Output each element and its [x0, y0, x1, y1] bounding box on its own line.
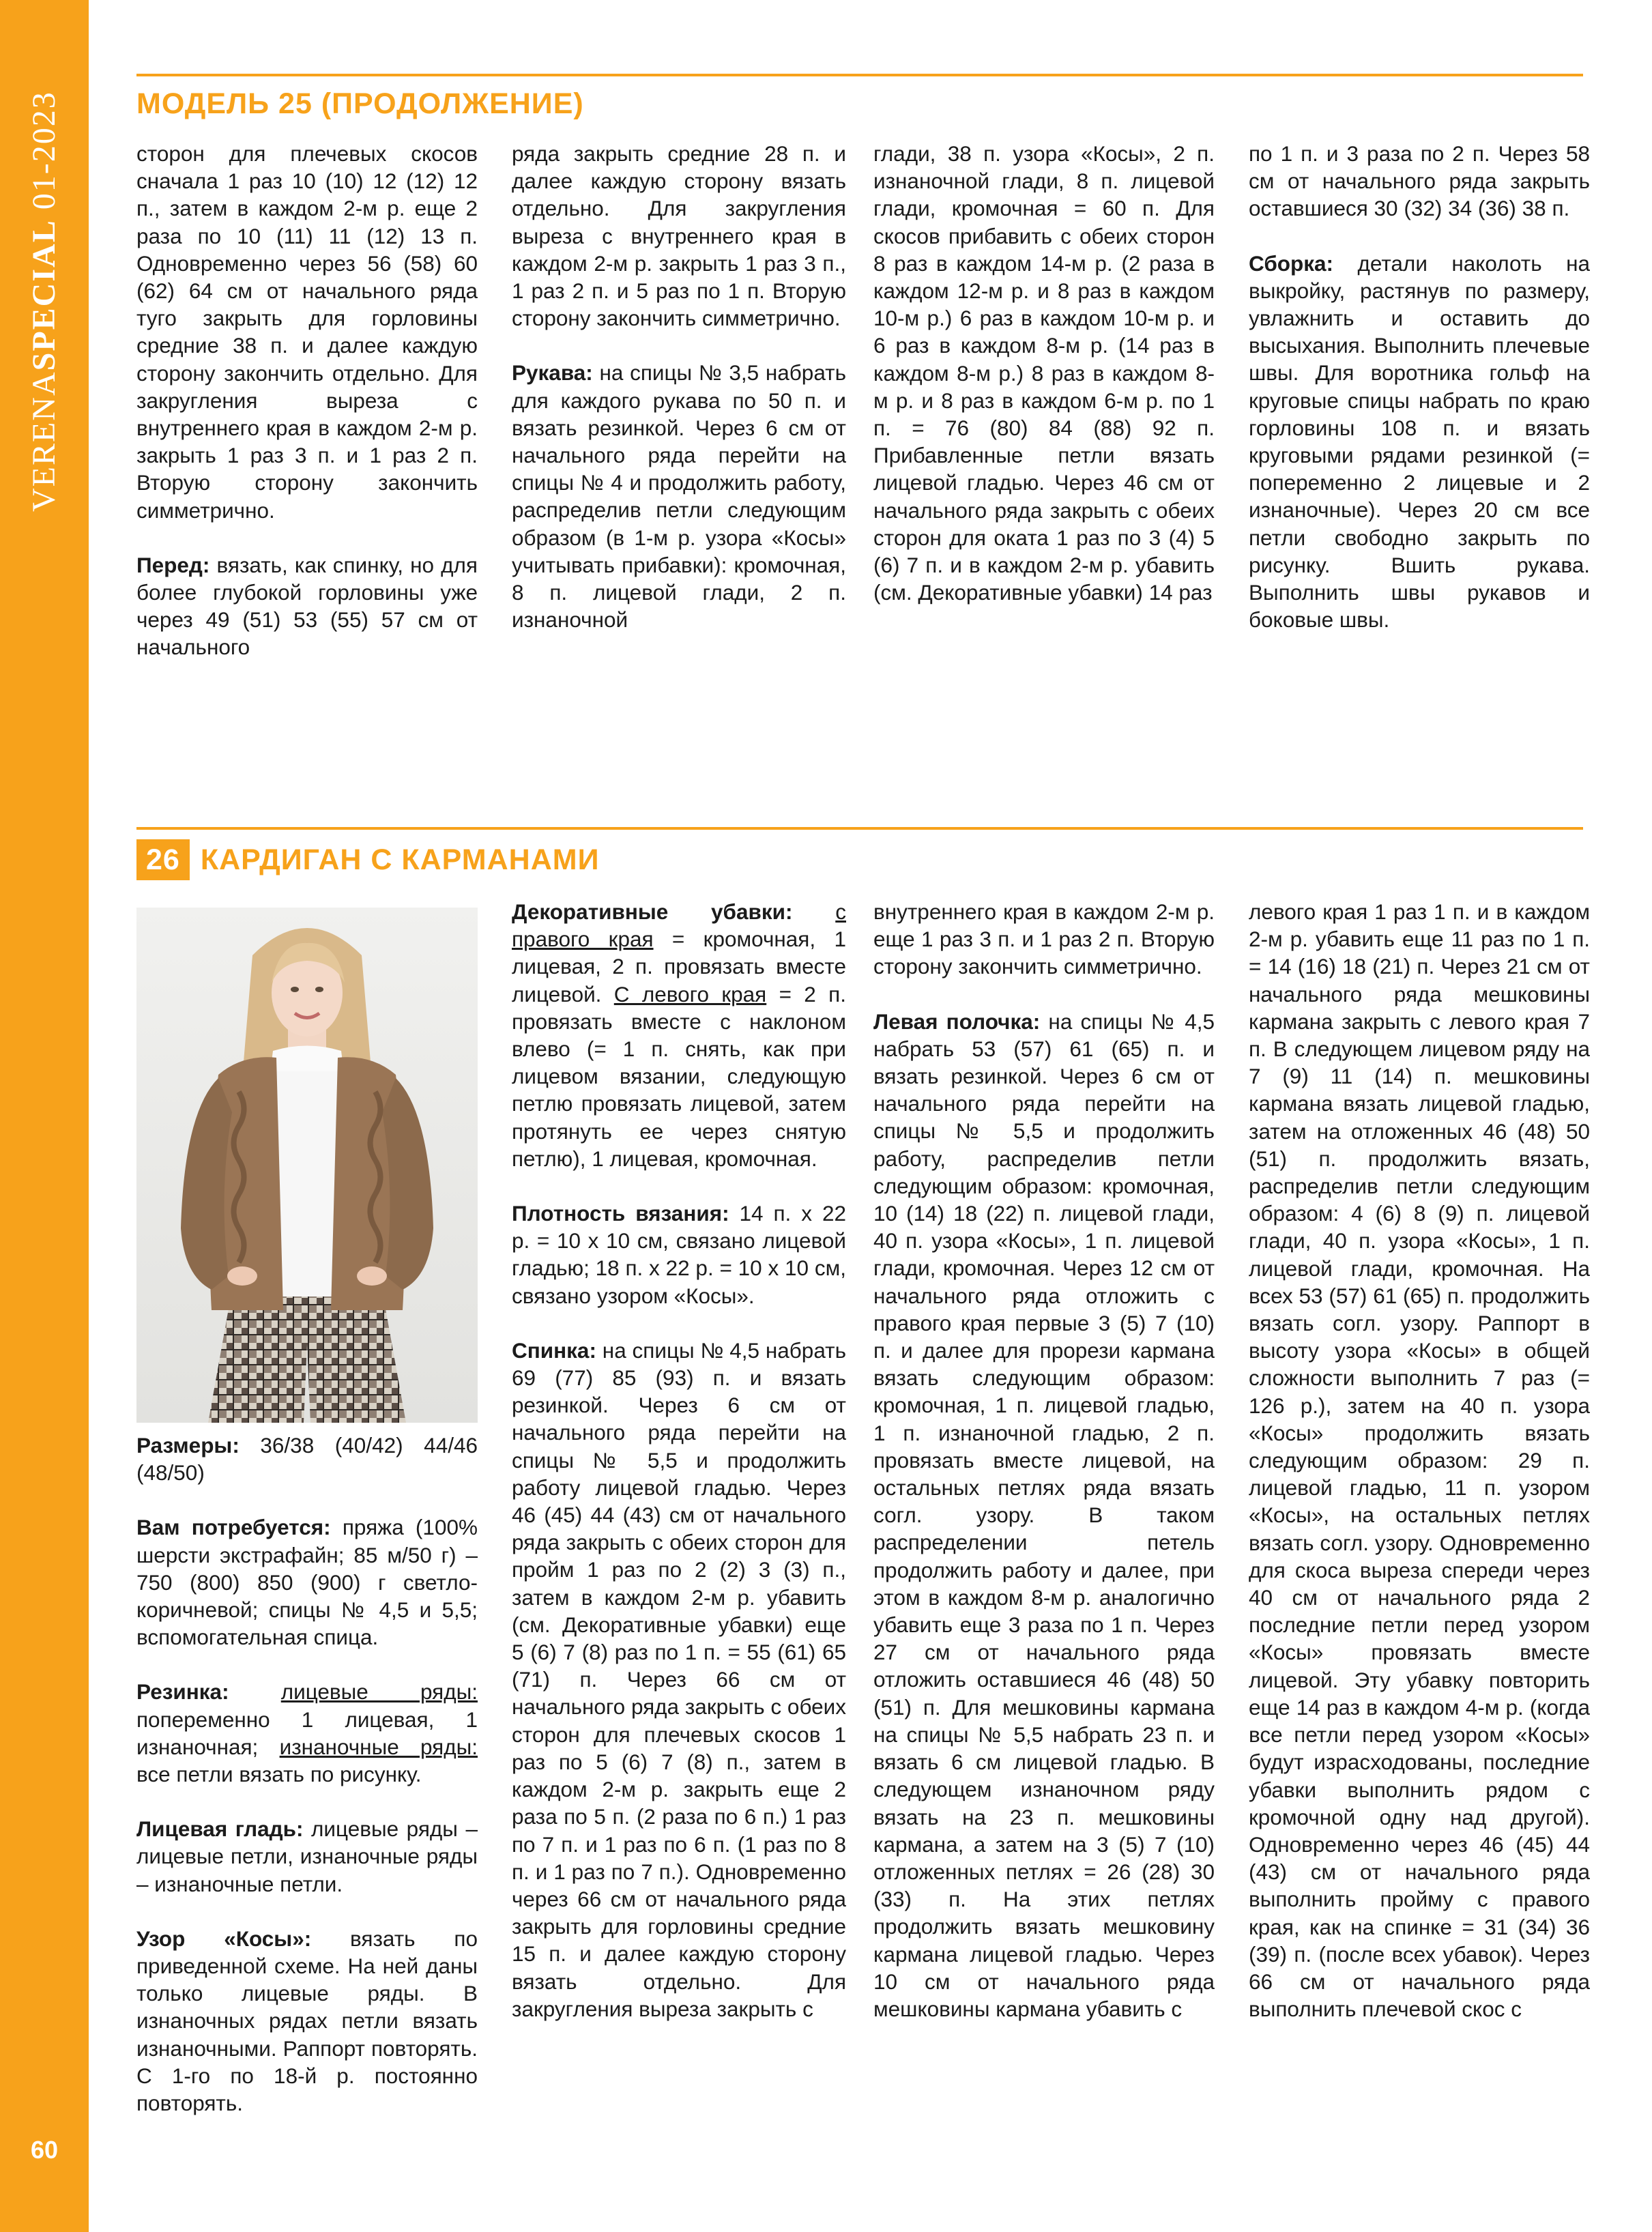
brand-special: SPECIAL [26, 219, 62, 371]
page-number: 60 [30, 2136, 59, 2164]
model25-sleeves-continued: глади, 38 п. узора «Косы», 2 п. изнаночной глади, 8 п. лицевой глади, кромочная = 60 п. Для скосов прибавить с обеих сторон 8 раз в каждом 14-м р. (2 раза в каждом 12-м р. и 8 раз в каждом 10-м р.) 6 раз в каждом 10-м р. и 6 раз в каждом 8-м р. (14 раз в каждом 8-м р.) 8 раз в каждом 8-м р. и 8 раз в каждом 6-м р. по 1 п. = 76 (80) 84 (88) 92 п. Прибавленные петли вязать лицевой гладью. Через 46 см от начального ряда закрыть с обеих сторон для оката 1 раз по 3 (4) 5 (6) 7 п. и в каждом 2-м р. убавить (см. Декоративные убавки) 14 раз [873, 141, 1215, 605]
stockinette-paragraph [136, 1815, 478, 1898]
sizes-label: Размеры: [136, 1433, 240, 1458]
model25-column-1 [136, 140, 478, 661]
back-text: на спицы № 4,5 набрать 69 (77) 85 (93) п. и вязать резинкой. Через 6 см от начального ряда перейти на спицы № 5,5 и продолжить работу лицевой гладью. Через 46 (45) 44 (43) см от начального ряда закрыть с обеих сторон для пройм 1 раз по 2 (2) 3 (3) п., затем в каждом 2-м р. убавить (см. Декоративные убавки) еще 5 (6) 7 (8) раз по 1 п. = 55 (61) 65 (71) п. Через 66 см от начального ряда закрыть с обеих сторон для плечевых скосов 1 раз по 5 (6) 7 (8) п., затем в каждом 2-м р. закрыть еще 2 раза по 5 п. (2 раза по 6 п.) 1 раз по 7 п. и 1 раз по 6 п. (1 раз по 8 п. и 1 раз по 7 п.). Одновременно через 66 см от начального ряда закрыть для горловины средние 15 п. и далее каждую сторону вязать отдельно. Для закругления выреза закрыть с [512, 1337, 846, 2021]
gauge-label: Плотность вязания: [512, 1201, 729, 1226]
sizes-text: 36/38 (40/42) 44/46 (48/50) [136, 1433, 478, 1485]
back-label: Спинка: [512, 1337, 596, 1363]
left-front-paragraph [873, 1008, 1215, 2023]
model26-column-2 [512, 898, 846, 2023]
materials-label: Вам потребуется: [136, 1515, 331, 1540]
rib-text-1: попеременно 1 лицевая, 1 изнаночная; [136, 1707, 478, 1759]
model25-sleeve-finish: по 1 п. и 3 раза по 2 п. Через 58 см от начального ряда закрыть оставшиеся 30 (32) 34 (36) 38 п. [1249, 141, 1590, 221]
rib-wrong-rows: изнаночные ряды: [279, 1734, 478, 1759]
model25-sleeves-paragraph [512, 359, 846, 633]
sleeves-text: на спицы № 3,5 набрать для каждого рукава по 50 п. и вязать резинкой. Через 6 см от начального ряда перейти на спицы № 4 и продолжить работу, распределив петли следующим образом (в 1-м р. узора «Косы» учитывать прибавки): кромочная, 8 п. лицевой глади, 2 п. изнаночной [512, 360, 846, 633]
model25-title: МОДЕЛЬ 25 (ПРОДОЛЖЕНИЕ) [136, 87, 584, 120]
brand-name: VERENA [26, 371, 62, 512]
cable-label: Узор «Косы»: [136, 1926, 312, 1951]
model25-back-text: сторон для плечевых скосов сначала 1 раз 10 (10) 12 (12) 12 п., затем в каждом 2-м р. еще 2 раза по 10 (11) 11 (12) 13 п. Одновременно через 56 (58) 60 (62) 64 см от начального ряда туго закрыть для горловины средние 38 п. и далее каждую сторону закончить отдельно. Для закругления выреза с внутреннего края в каждом 2-м р. закрыть 1 раз 3 п. и 1 раз 2 п. Вторую сторону закончить симметрично. [136, 141, 478, 523]
rib-paragraph [136, 1678, 478, 1788]
stockinette-text: лицевые ряды – лицевые петли, изнаночные ряды – изнаночные петли. [136, 1816, 478, 1896]
decreases-label: Декоративные убавки: [512, 899, 793, 924]
decreases-right-edge: с правого края [512, 899, 846, 952]
left-front-label: Левая полочка: [873, 1009, 1041, 1034]
left-front-text: на спицы № 4,5 набрать 53 (57) 61 (65) п. и вязать резинкой. Через 6 см от начального ряда перейти на спицы № 5,5 и продолжить работу, распределив петли следующим образом: кромочная, 10 (14) 18 (22) п. лицевой глади, 40 п. узора «Косы», 1 п. лицевой глади, кромочная. Через 12 см от начального ряда отложить с правого края первые 3 (5) 7 (10) п. и далее для прорези кармана вязать следующим образом: кромочная, 1 п. лицевой гладью, 1 п. изнаночной гладью, 2 п. провязать вместе лицевой, на остальных петлях ряда вязать согл. узору. В таком распределении петель продолжить работу и далее, при этом в каждом 8-м р. аналогично убавить еще 3 раза по 1 п. Через 27 см от начального ряда отложить оставшиеся 46 (48) 50 (51) п. Для мешковины кармана на спицы № 5,5 набрать 23 п. и вязать 6 см лицевой гладью. В следующем изнаночном ряду вязать на 23 п. мешковины кармана, а затем на 3 (5) 7 (10) отложенных петлях = 26 (28) 30 (33) п. На этих петлях продолжить вязать мешковину кармана лицевой гладью. Через 10 см от начального ряда мешковины кармана убавить с [873, 1009, 1215, 2021]
stockinette-label: Лицевая гладь: [136, 1816, 304, 1842]
model26-heading [136, 839, 600, 880]
left-front-continued: левого края 1 раз 1 п. и в каждом 2-м р. убавить еще 11 раз по 1 п. = 14 (16) 18 (21) п. Через 21 см от начального ряда мешковины кармана закрыть с левого края 7 п. В следующем лицевом ряду на 7 (9) 11 (14) п. мешковины кармана вязать лицевой гладью, затем на отложенных 46 (48) 50 (51) п. продолжить вязать, распределив петли следующим образом: 4 (6) 8 (9) п. лицевой глади, 40 п. узора «Косы», 1 п. лицевой глади, кромочная. На всех 53 (57) 61 (65) п. продолжить вязать согл. узору. Раппорт в высоту узора «Косы» в общей сложности выполнить 7 раз (= 126 р.), затем на 40 п. узора «Косы» продолжить вязать следующим образом: 29 п. лицевой гладью, 11 п. узором «Косы», на остальных петлях вязать согл. узору. Одновременно для скоса выреза спереди через 40 см от начального ряда 2 последние петли перед узором «Косы» провязать вместе лицевой. Эту убавку повторить еще 14 раз в каждом 4-м р. (когда все петли перед узором «Косы» будут израсходованы, последние убавки выполнить рядом с кромочной одну над другой). Одновременно через 46 (45) 44 (43) см от начального ряда выполнить пройму с правого края, как на спинке = 31 (34) 36 (39) п. (после всех убавок). Через 66 см от начального ряда выполнить плечевой скос с [1249, 899, 1590, 2022]
decreases-paragraph [512, 898, 846, 1172]
cable-text: вязать по приведенной схеме. На ней даны только лицевые ряды. В изнаночных рядах петли вязать изнаночными. Раппорт повторять. С 1-го по 18-й р. постоянно повторять. [136, 1926, 478, 2116]
materials-paragraph [136, 1513, 478, 1651]
back-paragraph [512, 1337, 846, 2023]
decreases-text-2: = 2 п. провязать вместе с наклоном влево (= 1 п. снять, как при лицевом вязании, следующую петлю провязать лицевой, затем протянуть ее через снятую петлю), 1 лицевая, кромочная. [512, 981, 846, 1171]
assembly-label: Сборка: [1249, 250, 1334, 276]
model26-title: КАРДИГАН С КАРМАНАМИ [200, 843, 600, 876]
magazine-spine-label [24, 91, 65, 512]
materials-text: пряжа (100% шерсти экстрафайн; 85 м/50 г) – 750 (800) 850 (900) г светло-коричневой; спицы № 4,5 и 5,5; вспомогательная спица. [136, 1515, 478, 1650]
decreases-text-1: = кромочная, 1 лицевая, 2 п. провязать вместе лицевой. [512, 927, 846, 1006]
model25-column-4 [1249, 140, 1590, 633]
assembly-text: детали наколоть на выкройку, растянув по размеру, увлажнить и оставить до высыхания. Выполнить плечевые швы. Для воротника гольф на круговые спицы набрать по краю горловины 108 п. и вязать круговыми рядами резинкой (= попеременно 2 лицевые и 2 изнаночные). Через 20 см все петли свободно закрыть по рисунку. Вшить рукава. Выполнить швы рукавов и боковые швы. [1249, 250, 1590, 633]
sleeves-label: Рукава: [512, 360, 593, 386]
sizes-paragraph [136, 1432, 478, 1486]
model25-front-paragraph [136, 551, 478, 661]
model25-column-2 [512, 140, 846, 633]
issue-number: 01-2023 [26, 91, 62, 210]
cardigan-photo-illustration [136, 908, 478, 1423]
model26-photo [136, 908, 478, 1423]
rib-text-2: все петли вязать по рисунку. [136, 1762, 422, 1787]
section-rule-model26 [136, 827, 1583, 830]
back-finish-text: внутреннего края в каждом 2-м р. еще 1 раз 3 п. и 1 раз 2 п. Вторую сторону закончить симметрично. [873, 899, 1215, 979]
section-rule-top [136, 74, 1583, 76]
model26-number-badge: 26 [136, 839, 190, 880]
front-text: вязать, как спинку, но для более глубокой горловины уже через 49 (51) 53 (55) 57 см от начального [136, 552, 478, 660]
gauge-text: 14 п. х 22 р. = 10 х 10 см, связано лицевой гладью; 18 п. х 22 р. = 10 х 10 см, связано узором «Косы». [512, 1201, 846, 1308]
model26-column-3 [873, 898, 1215, 2023]
model26-column-1 [136, 1432, 478, 2117]
decreases-left-edge: С левого края [613, 981, 767, 1006]
rib-right-rows: лицевые ряды: [280, 1679, 478, 1705]
model25-neck-text: ряда закрыть средние 28 п. и далее каждую сторону вязать отдельно. Для закругления выреза с внутреннего края в каждом 2-м р. закрыть 1 раз 3 п., 1 раз 2 п. и 5 раз по 1 п. Вторую сторону закончить симметрично. [512, 141, 846, 331]
cable-paragraph [136, 1925, 478, 2117]
model25-assembly-paragraph [1249, 250, 1590, 634]
rib-label: Резинка: [136, 1679, 229, 1705]
model26-column-4 [1249, 898, 1590, 2023]
front-label: Перед: [136, 552, 210, 577]
model25-column-3 [873, 140, 1215, 606]
gauge-paragraph [512, 1200, 846, 1309]
